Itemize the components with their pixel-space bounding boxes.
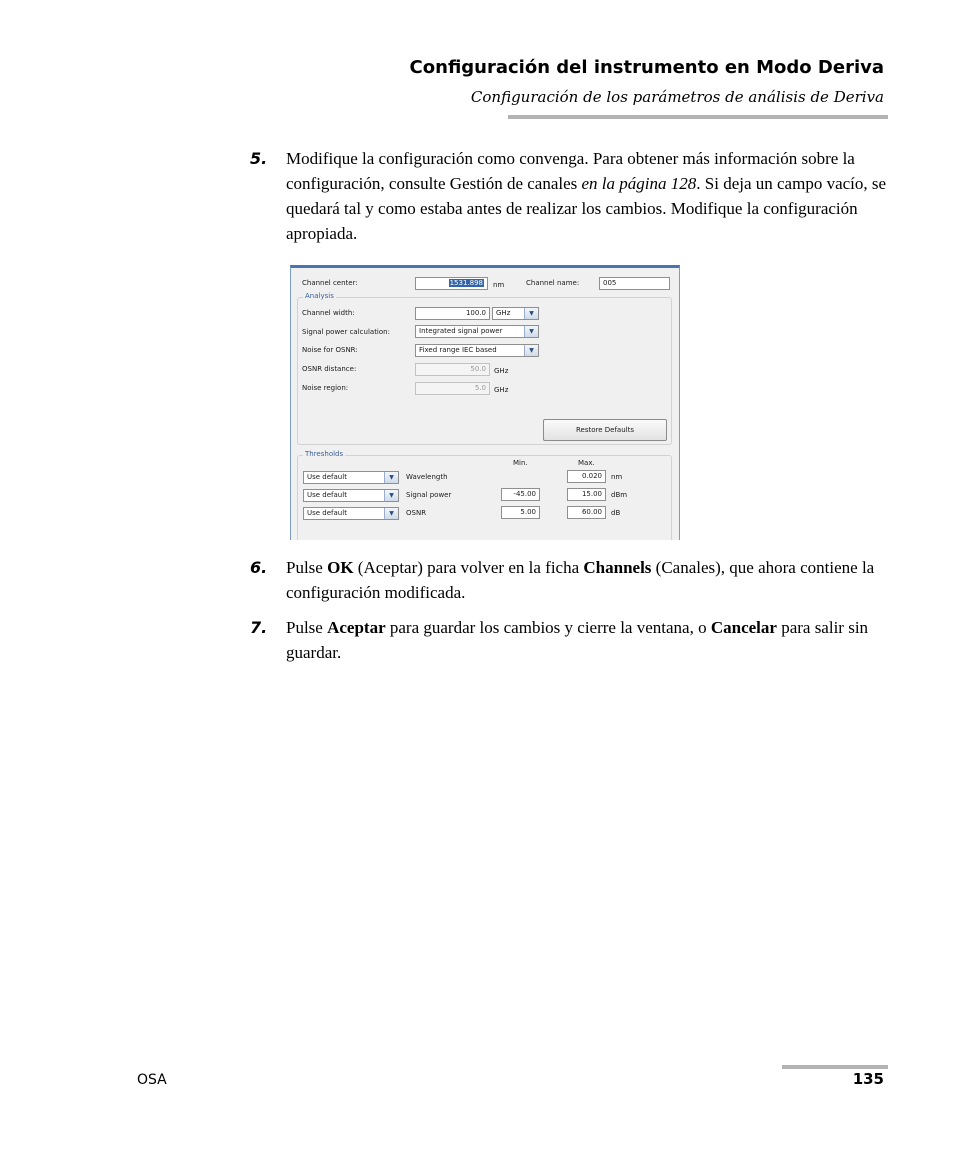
chevron-down-icon[interactable]: ▼ — [384, 472, 398, 483]
osnr-threshold-select[interactable] — [303, 507, 399, 520]
signal-power-calc-value: Integrated signal power — [419, 327, 503, 335]
wavelength-unit: nm — [611, 473, 623, 481]
channel-name-label: Channel name: — [526, 279, 580, 287]
step-text — [286, 555, 890, 605]
step-text-part: (Aceptar) para volver en la ficha — [353, 558, 584, 577]
noise-for-osnr-select[interactable] — [415, 344, 539, 357]
running-header-title: Configuración del instrumento en Modo Deriva — [409, 57, 884, 78]
osnr-label: OSNR — [406, 509, 427, 517]
wavelength-threshold-select[interactable] — [303, 471, 399, 484]
signal-power-threshold-value: Use default — [307, 491, 347, 499]
osnr-max-input[interactable]: 60.00 — [567, 506, 606, 519]
wavelength-max-input[interactable]: 0.020 — [567, 470, 606, 483]
osnr-distance-label: OSNR distance: — [302, 365, 357, 373]
signal-power-min-input[interactable]: -45.00 — [501, 488, 540, 501]
footer-rule — [782, 1065, 888, 1069]
step-text-part: Modifique la configuración como convenga. Para obtener más información sobre la configuración, consulte Gestión de canales — [286, 149, 855, 193]
osnr-threshold-value: Use default — [307, 509, 347, 517]
ui-term: Cancelar — [710, 618, 777, 637]
wavelength-label: Wavelength — [406, 473, 448, 481]
thresholds-group-title: Thresholds — [305, 450, 344, 458]
noise-region-label: Noise region: — [302, 384, 349, 392]
channel-width-label: Channel width: — [302, 309, 355, 317]
step-number: 5. — [250, 149, 268, 168]
noise-region-input[interactable]: 5.0 — [415, 382, 490, 395]
channel-width-unit-select[interactable] — [492, 307, 539, 320]
osnr-distance-input[interactable]: 50.0 — [415, 363, 490, 376]
step-text-part: para guardar los cambios y cierre la ventana, o — [385, 618, 711, 637]
chevron-down-icon[interactable]: ▼ — [384, 508, 398, 519]
step-text-part: (Canales), que ahora contiene la configuración modificada. — [286, 558, 875, 602]
ui-term: Aceptar — [327, 618, 386, 637]
signal-power-threshold-select[interactable] — [303, 489, 399, 502]
signal-power-calc-label: Signal power calculation: — [302, 328, 390, 336]
channel-center-value: 1531.898 — [449, 279, 483, 287]
noise-for-osnr-value: Fixed range IEC based — [419, 346, 497, 354]
channel-width-input[interactable]: 100.0 — [415, 307, 490, 320]
osnr-min-input[interactable]: 5.00 — [501, 506, 540, 519]
osnr-unit: dB — [611, 509, 621, 517]
chevron-down-icon[interactable]: ▼ — [524, 326, 538, 337]
signal-power-max-input[interactable]: 15.00 — [567, 488, 606, 501]
channel-width-unit-value: GHz — [496, 309, 511, 317]
chevron-down-icon[interactable]: ▼ — [524, 308, 538, 319]
ui-term: Channels — [583, 558, 652, 577]
channel-settings-dialog-screenshot — [290, 265, 680, 540]
page-number: 135 — [852, 1070, 884, 1088]
chevron-down-icon[interactable]: ▼ — [524, 345, 538, 356]
channel-center-unit: nm — [493, 281, 505, 289]
cross-reference: en la página 128 — [581, 174, 697, 193]
step-5 — [250, 146, 890, 246]
wavelength-threshold-value: Use default — [307, 473, 347, 481]
step-text-part: . Si deja un campo vacío, se quedará tal y como estaba antes de realizar los cambios. Modifique la configuración apropiada. — [286, 174, 887, 243]
step-text — [286, 146, 890, 246]
step-text-part: para salir sin guardar. — [286, 618, 869, 662]
step-7 — [250, 615, 890, 665]
max-column-header: Max. — [578, 459, 595, 467]
channel-name-input[interactable]: 005 — [599, 277, 670, 290]
analysis-group-title: Analysis — [305, 292, 334, 300]
step-text-part: Pulse — [286, 618, 328, 637]
footer-product-name: OSA — [137, 1072, 167, 1088]
ui-term: OK — [327, 558, 354, 577]
channel-center-label: Channel center: — [302, 279, 358, 287]
running-header-subtitle: Configuración de los parámetros de análisis de Deriva — [470, 88, 884, 106]
min-column-header: Min. — [513, 459, 528, 467]
signal-power-calc-select[interactable] — [415, 325, 539, 338]
noise-region-unit: GHz — [494, 386, 509, 394]
restore-defaults-button[interactable]: Restore Defaults — [543, 419, 667, 441]
header-rule — [508, 115, 888, 119]
signal-power-label: Signal power — [406, 491, 452, 499]
step-number: 7. — [250, 618, 268, 637]
step-number: 6. — [250, 558, 268, 577]
step-text-part: Pulse — [286, 558, 328, 577]
signal-power-unit: dBm — [611, 491, 628, 499]
noise-for-osnr-label: Noise for OSNR: — [302, 346, 358, 354]
chevron-down-icon[interactable]: ▼ — [384, 490, 398, 501]
channel-center-input[interactable] — [415, 277, 488, 290]
step-text — [286, 615, 890, 665]
osnr-distance-unit: GHz — [494, 367, 509, 375]
step-6 — [250, 555, 890, 605]
